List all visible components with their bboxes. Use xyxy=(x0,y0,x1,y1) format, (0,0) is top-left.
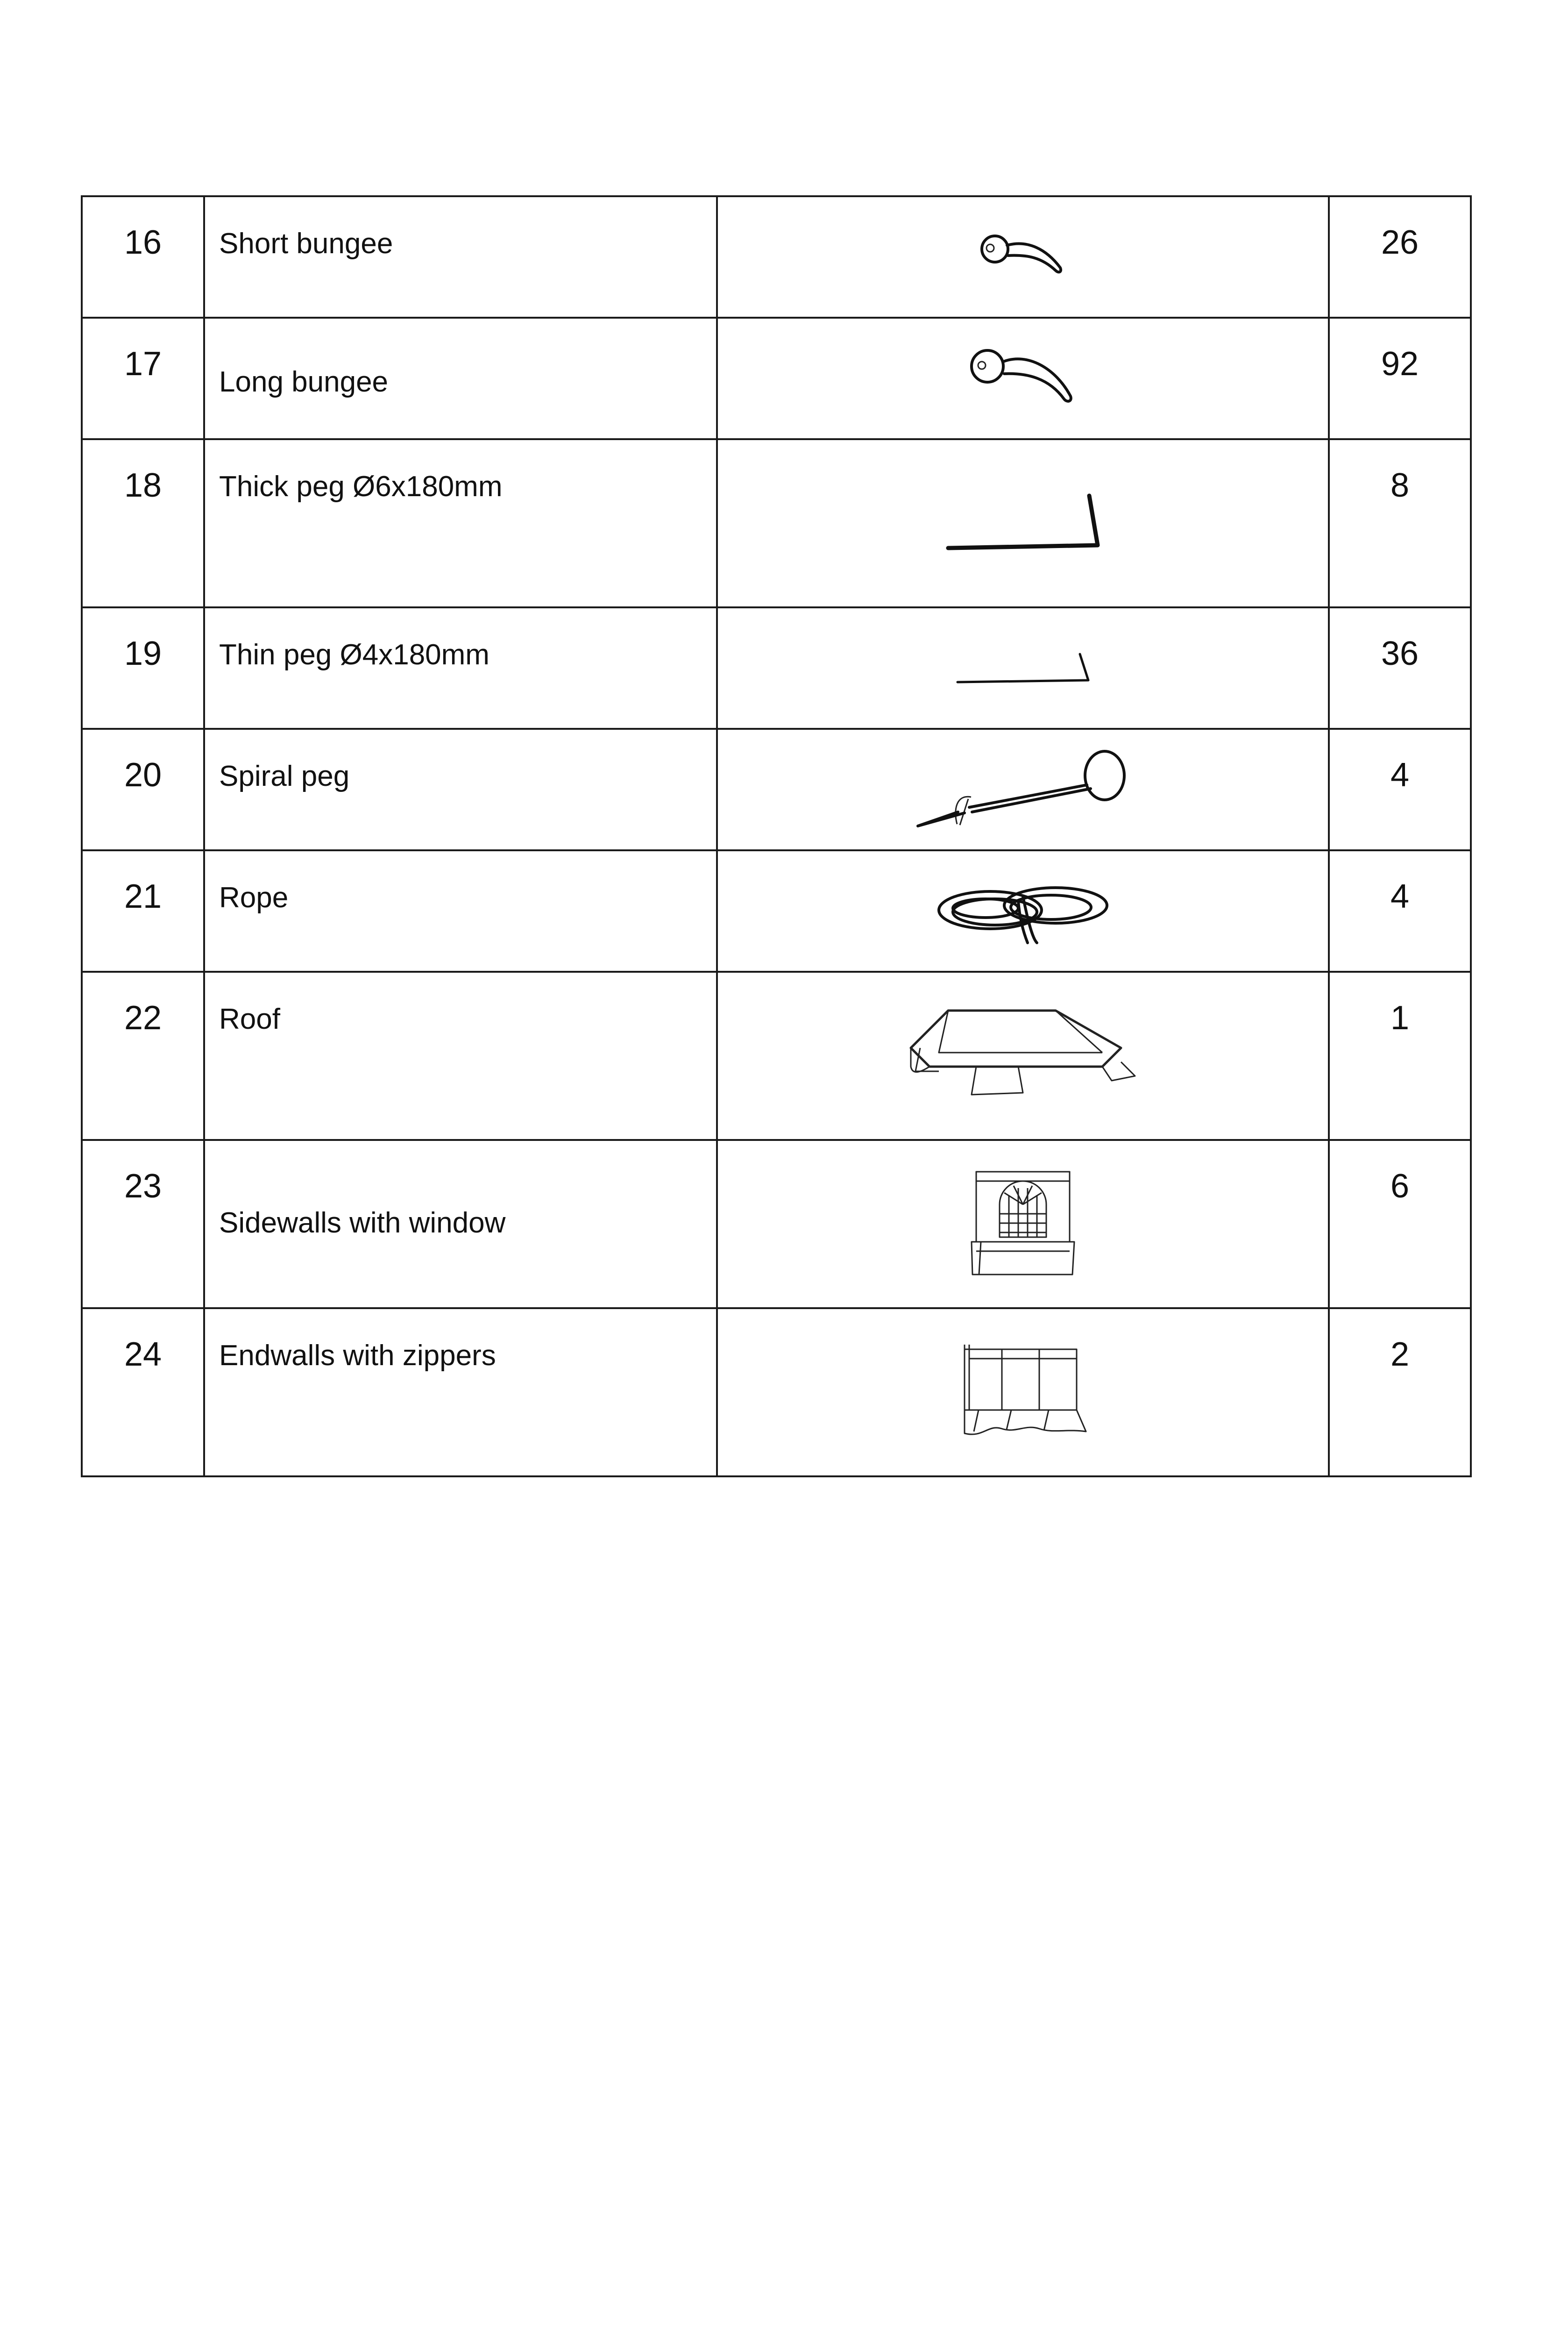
sidewall-window-icon xyxy=(967,1167,1079,1279)
rope-icon xyxy=(934,873,1112,947)
part-quantity: 26 xyxy=(1329,196,1471,318)
part-image xyxy=(717,196,1329,318)
part-name: Sidewalls with window xyxy=(204,1140,717,1308)
part-number: 22 xyxy=(82,972,204,1140)
table-row xyxy=(82,607,1471,729)
table-row xyxy=(82,196,1471,318)
part-quantity: 4 xyxy=(1329,729,1471,850)
part-image xyxy=(717,850,1329,972)
part-image xyxy=(717,1308,1329,1476)
table-row xyxy=(82,1308,1471,1476)
parts-table xyxy=(81,195,1472,1477)
part-name: Short bungee xyxy=(204,196,717,318)
part-image xyxy=(717,318,1329,439)
long-bungee-icon xyxy=(967,345,1079,410)
part-number: 17 xyxy=(82,318,204,439)
part-quantity: 8 xyxy=(1329,439,1471,607)
part-quantity: 2 xyxy=(1329,1308,1471,1476)
table-row xyxy=(82,318,1471,439)
roof-icon xyxy=(901,1001,1144,1109)
part-name: Endwalls with zippers xyxy=(204,1308,717,1476)
part-image xyxy=(717,972,1329,1140)
part-quantity: 36 xyxy=(1329,607,1471,729)
short-bungee-icon xyxy=(976,230,1070,282)
spiral-peg-icon xyxy=(913,742,1133,835)
part-number: 16 xyxy=(82,196,204,318)
thin-peg-icon xyxy=(953,644,1093,691)
part-number: 21 xyxy=(82,850,204,972)
part-name: Rope xyxy=(204,850,717,972)
part-name: Long bungee xyxy=(204,318,717,439)
part-image xyxy=(717,729,1329,850)
part-name: Roof xyxy=(204,972,717,1140)
part-quantity: 4 xyxy=(1329,850,1471,972)
part-number: 20 xyxy=(82,729,204,850)
part-quantity: 92 xyxy=(1329,318,1471,439)
part-image xyxy=(717,439,1329,607)
table-row xyxy=(82,850,1471,972)
part-number: 23 xyxy=(82,1140,204,1308)
part-number: 19 xyxy=(82,607,204,729)
table-row xyxy=(82,729,1471,850)
part-image xyxy=(717,1140,1329,1308)
part-number: 24 xyxy=(82,1308,204,1476)
endwall-zippers-icon xyxy=(955,1340,1091,1443)
table-row xyxy=(82,1140,1471,1308)
part-name: Spiral peg xyxy=(204,729,717,850)
thick-peg-icon xyxy=(944,487,1102,557)
part-name: Thick peg Ø6x180mm xyxy=(204,439,717,607)
table-row xyxy=(82,439,1471,607)
part-name: Thin peg Ø4x180mm xyxy=(204,607,717,729)
part-quantity: 1 xyxy=(1329,972,1471,1140)
table-row xyxy=(82,972,1471,1140)
part-quantity: 6 xyxy=(1329,1140,1471,1308)
part-image xyxy=(717,607,1329,729)
part-number: 18 xyxy=(82,439,204,607)
